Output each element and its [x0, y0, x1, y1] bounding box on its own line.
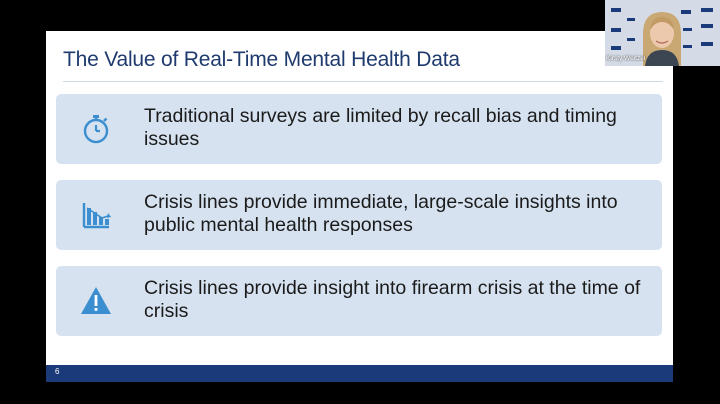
slide	[46, 31, 673, 382]
card-firearm-crisis	[56, 266, 662, 336]
card-text: Crisis lines provide immediate, large-scale insights into public mental health responses	[144, 191, 618, 236]
card-crisis-lines-insights	[56, 180, 662, 250]
card-traditional-surveys	[56, 94, 662, 164]
participant-name: Kirsty Weitzel	[606, 55, 646, 62]
warning-icon	[78, 283, 114, 319]
bar-chart-icon	[78, 197, 114, 233]
participant-video-tile[interactable]	[605, 0, 720, 66]
title-divider	[63, 81, 663, 82]
slide-title: The Value of Real-Time Mental Health Data	[63, 48, 460, 71]
stopwatch-icon	[78, 111, 114, 147]
card-text: Traditional surveys are limited by recall bias and timing issues	[144, 105, 617, 150]
page-number: 6	[55, 367, 60, 376]
card-text: Crisis lines provide insight into firearm crisis at the time of crisis	[144, 277, 641, 322]
slide-footer	[46, 365, 673, 382]
